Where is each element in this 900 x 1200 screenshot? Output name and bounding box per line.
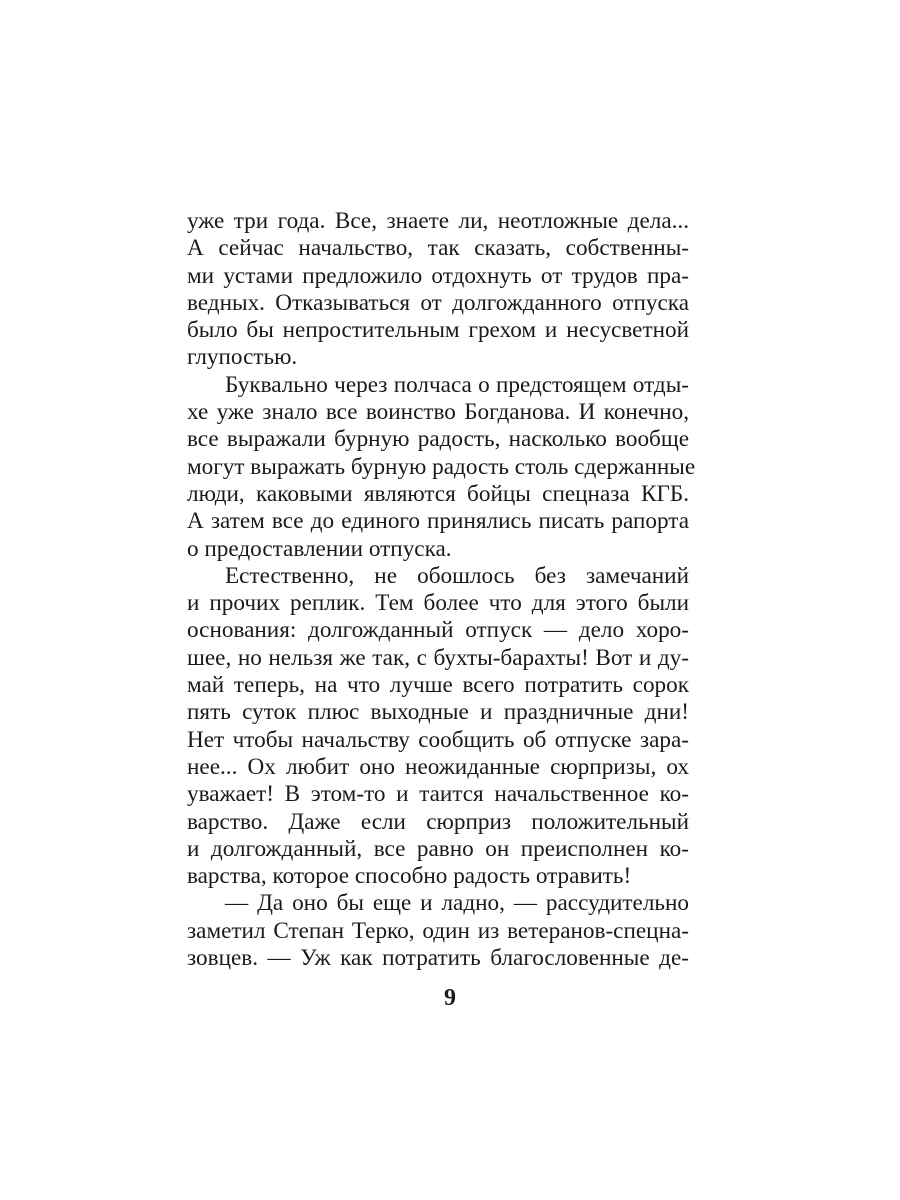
text-line: все выражали бурную радость, насколько вообще xyxy=(187,426,689,453)
text-line: и долгожданный, все равно он преисполнен ко- xyxy=(187,835,689,862)
text-line: май теперь, на что лучше всего потратить сорок xyxy=(187,672,689,699)
text-line: люди, каковыми являются бойцы спецназа КГБ. xyxy=(187,480,689,507)
text-line: основания: долгожданный отпуск — дело хоро- xyxy=(187,617,689,644)
text-line: Буквально через полчаса о предстоящем отды- xyxy=(225,371,689,398)
text-line: шее, но нельзя же так, с бухты-барахты! Вот и ду- xyxy=(187,644,689,671)
text-line: зовцев. — Уж как потратить благословенные де- xyxy=(187,945,689,972)
text-line: пять суток плюс выходные и праздничные дни! xyxy=(187,699,689,726)
text-line: о предоставлении отпуска. xyxy=(187,535,452,562)
page-number: 9 xyxy=(444,985,456,1011)
text-line: глупостью. xyxy=(187,344,298,371)
text-line: могут выражать бурную радость столь сдержанные xyxy=(187,453,696,480)
text-line: — Да оно бы еще и ладно, — рассудительно xyxy=(225,890,689,917)
text-line: варства, которое способно радость отравить! xyxy=(187,863,632,890)
body-text xyxy=(187,208,696,972)
text-line: уже три года. Все, знаете ли, неотложные дела... xyxy=(187,208,689,234)
text-line: было бы непростительным грехом и несусветной xyxy=(187,317,689,344)
text-line: Нет чтобы начальству сообщить об отпуске зара- xyxy=(187,726,689,753)
text-line: нее... Ох любит оно неожиданные сюрпризы, ох xyxy=(187,753,689,780)
text-line: и прочих реплик. Тем более что для этого были xyxy=(187,590,689,617)
text-line: хе уже знало все воинство Богданова. И конечно, xyxy=(187,399,689,426)
text-line: ми устами предложило отдохнуть от трудов пра- xyxy=(187,262,689,289)
text-line: А сейчас начальство, так сказать, собственны- xyxy=(187,235,689,262)
text-line: заметил Степан Терко, один из ветеранов-спецна- xyxy=(187,917,689,944)
text-line: Естественно, не обошлось без замечаний xyxy=(225,562,689,589)
text-line: варство. Даже если сюрприз положительный xyxy=(187,808,689,835)
text-line: ведных. Отказываться от долгожданного отпуска xyxy=(187,289,689,316)
text-line: уважает! В этом-то и таится начальственное ко- xyxy=(187,781,689,808)
text-line: А затем все до единого принялись писать рапорта xyxy=(187,508,689,535)
